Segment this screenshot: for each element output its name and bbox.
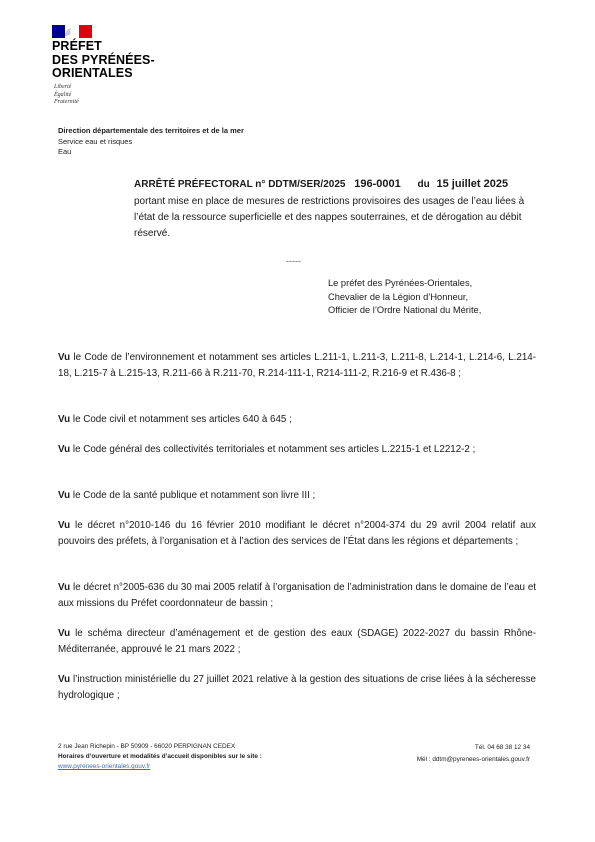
- footer-address: 2 rue Jean Richepin - BP 50909 - 66020 PERPIGNAN CEDEX: [58, 743, 236, 750]
- motto-fraternite: Fraternité: [54, 99, 79, 105]
- footer-website-link[interactable]: www.pyrenees-orientales.gouv.fr: [58, 763, 151, 770]
- visa-item: [58, 672, 536, 704]
- visa-item: [58, 412, 536, 428]
- visa-text: le schéma directeur d’aménagement et de gestion des eaux (SDAGE) 2022-2027 du bassin Rhône-Méditerranée, approuvé le 21 mars 2022 ;: [58, 628, 536, 655]
- signataire-line: Le préfet des Pyrénées-Orientales,: [328, 278, 473, 288]
- visa-item: [58, 518, 536, 550]
- arrete-date: 15 juillet 2025: [436, 178, 509, 190]
- prefet-title-line: DES PYRÉNÉES-: [52, 52, 155, 67]
- visa-vu: Vu: [58, 444, 71, 455]
- visa-item: [58, 442, 536, 458]
- visa-text: le décret n°2010-146 du 16 février 2010 modifiant le décret n°2004-374 du 29 avril 2004 relatif aux pouvoirs des préfets, à l’organisation et à l’action des services de l’État dans les régions et départements ;: [58, 520, 536, 547]
- visa-vu: Vu: [58, 628, 71, 639]
- service-direction: Direction départementale des territoires et de la mer: [58, 126, 244, 135]
- separator: -----: [286, 256, 301, 266]
- marianne-icon: [63, 27, 73, 37]
- visa-item: [58, 488, 536, 504]
- footer-address-block: [58, 742, 262, 772]
- signataire-line: Chevalier de la Légion d’Honneur,: [328, 291, 469, 302]
- visa-text: l’instruction ministérielle du 27 juillet 2021 relative à la gestion des situations de crise liées à la sécheresse hydrologique ;: [58, 674, 536, 701]
- prefet-title-line: ORIENTALES: [52, 66, 133, 80]
- prefet-title: [52, 40, 155, 81]
- motto-egalite: Égalité: [54, 91, 72, 98]
- arrete-title: [134, 178, 508, 190]
- republic-motto: [54, 84, 79, 107]
- footer-contact-block: [416, 742, 530, 766]
- footer-mail[interactable]: Mél : ddtm@pyrenees-orientales.gouv.fr: [416, 756, 530, 763]
- prefet-title-line: PRÉFET: [52, 39, 102, 53]
- arrete-number: 196-0001: [354, 178, 401, 190]
- service-line: Eau: [58, 147, 72, 156]
- service-line: Service eau et risques: [58, 136, 133, 146]
- arrete-du: du: [417, 179, 430, 190]
- visa-text: le Code général des collectivités territoriales et notamment ses articles L.2215-1 et L2212-2 ;: [72, 444, 476, 455]
- visa-text: le Code de l’environnement et notamment ses articles L.211-1, L.211-3, L.211-8, L.214-1, L.214-6, L.214-18, L.215-7 à L.215-13, R.211-66 à R.211-70, R.214-111-1, R214-111-2, R.216-9 et R.436-8 ;: [58, 352, 536, 379]
- visa-text: le Code civil et notamment ses articles 640 à 645 ;: [72, 414, 292, 425]
- visa-text: le Code de la santé publique et notamment son livre III ;: [72, 490, 316, 501]
- motto-liberte: Liberté: [54, 84, 72, 90]
- signataire-line: Officier de l’Ordre National du Mérite,: [328, 305, 482, 315]
- arrete-objet: portant mise en place de mesures de restrictions provisoires des usages de l’eau liées à l’état de la ressource superficielle et des nappes souterraines, et de dérogation au débit réservé.: [134, 196, 525, 239]
- signataire-block: [328, 277, 481, 318]
- flag-red-band: [79, 25, 92, 38]
- visa-item: [58, 350, 536, 382]
- visa-vu: Vu: [58, 520, 71, 531]
- visa-item: [58, 626, 536, 658]
- footer-tel: Tél. 04 68 38 12 34: [474, 744, 530, 751]
- visa-vu: Vu: [58, 582, 71, 593]
- visa-text: le décret n°2005-636 du 30 mai 2005 relatif à l’organisation de l’administration dans le domaine de l’eau et aux missions du Préfet coordonnateur de bassin ;: [58, 582, 536, 609]
- arrete-title-prefix: ARRÊTÉ PRÉFECTORAL n° DDTM/SER/2025: [134, 179, 346, 190]
- visa-vu: Vu: [58, 674, 71, 685]
- issuing-service: [58, 126, 244, 158]
- visa-item: [58, 580, 536, 612]
- visa-vu: Vu: [58, 414, 71, 425]
- footer-horaires: Horaires d’ouverture et modalités d’accueil disponibles sur le site :: [58, 753, 262, 760]
- visa-vu: Vu: [58, 490, 71, 501]
- visa-vu: Vu: [58, 352, 71, 363]
